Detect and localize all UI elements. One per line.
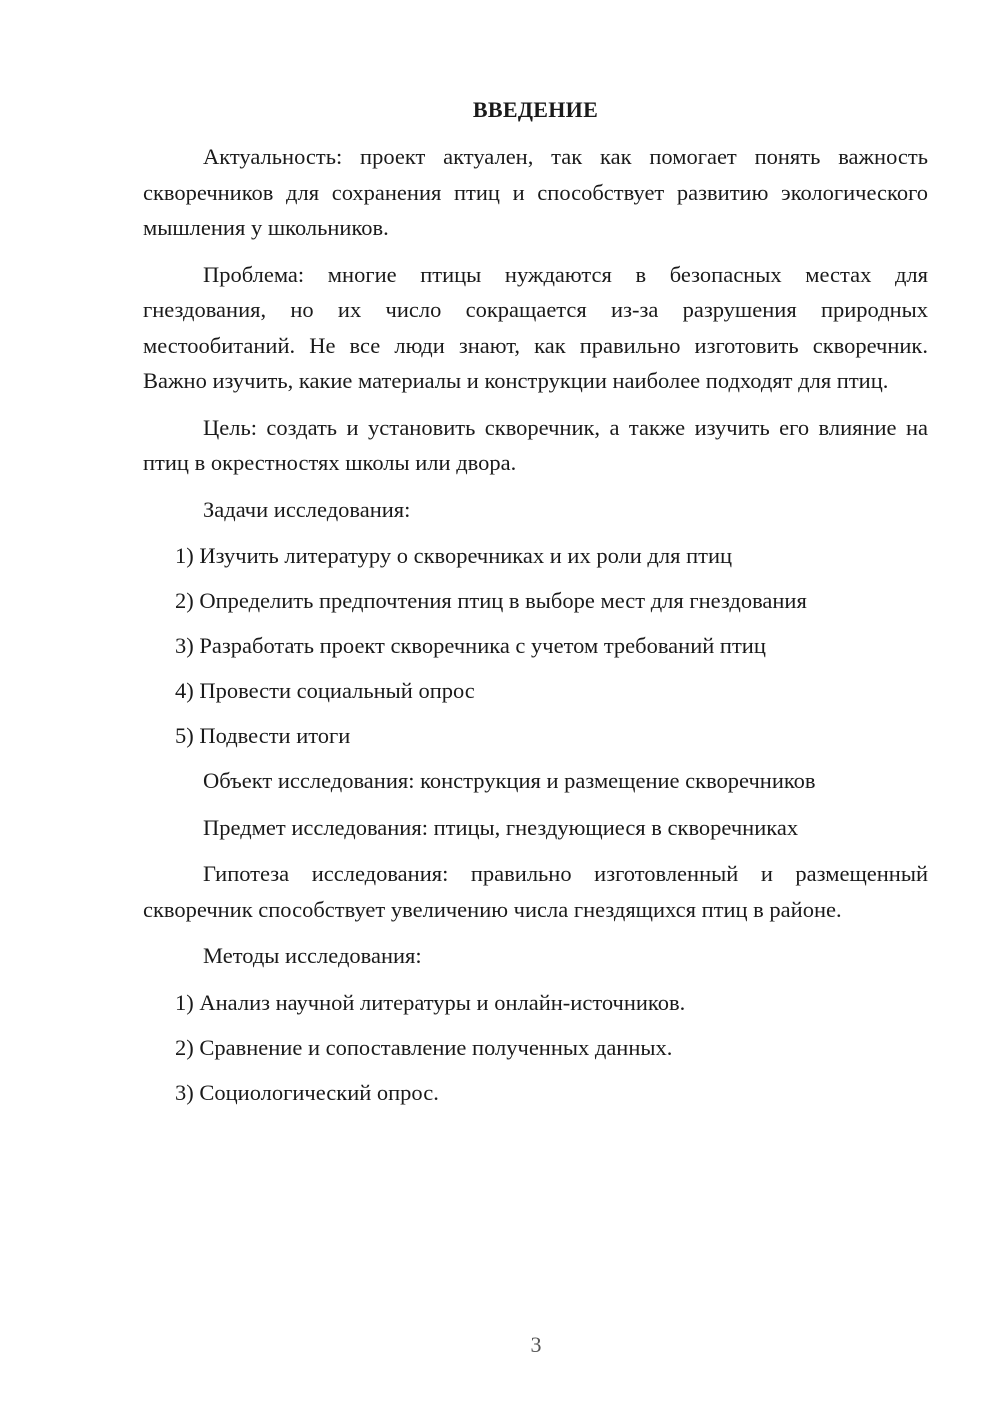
task-item: 4) Провести социальный опрос — [175, 678, 475, 703]
relevance-paragraph: Актуальность: проект актуален, так как помогает понять важность скворечников для сохранения птиц и способствует развитию экологического мышления у школьников. — [143, 144, 928, 240]
page-number: 3 — [530, 1332, 542, 1357]
task-item: 5) Подвести итоги — [175, 723, 351, 748]
object-paragraph: Объект исследования: конструкция и размещение скворечников — [203, 768, 816, 793]
method-item: 3) Социологический опрос. — [175, 1079, 439, 1105]
task-item: 3) Разработать проект скворечника с учетом требований птиц — [175, 633, 766, 658]
document-page — [143, 95, 928, 1120]
methods-title: Методы исследования: — [203, 943, 422, 968]
method-item: 2) Сравнение и сопоставление полученных данных. — [175, 1034, 673, 1060]
problem-paragraph: Проблема: многие птицы нуждаются в безопасных местах для гнездования, но их число сокращается из-за разрушения природных местообитаний. Не все люди знают, как правильно изготовить скворечник. Важно изучить, какие материалы и конструкции наиболее подходят для птиц. — [143, 261, 928, 393]
subject-paragraph: Предмет исследования: птицы, гнездующиеся в скворечниках — [203, 814, 799, 840]
section-heading: ВВЕДЕНИЕ — [472, 97, 599, 122]
task-item: 1) Изучить литературу о скворечниках и их роли для птиц — [175, 543, 733, 568]
hypothesis-paragraph: Гипотеза исследования: правильно изготовленный и размещенный скворечник способствует увеличению числа гнездящихся птиц в районе. — [143, 861, 928, 922]
method-item: 1) Анализ научной литературы и онлайн-источников. — [175, 989, 686, 1015]
tasks-title: Задачи исследования: — [203, 496, 411, 522]
task-item: 2) Определить предпочтения птиц в выборе мест для гнездования — [175, 588, 807, 613]
goal-paragraph: Цель: создать и установить скворечник, а также изучить его влияние на птиц в окрестностях школы или двора. — [143, 414, 928, 475]
